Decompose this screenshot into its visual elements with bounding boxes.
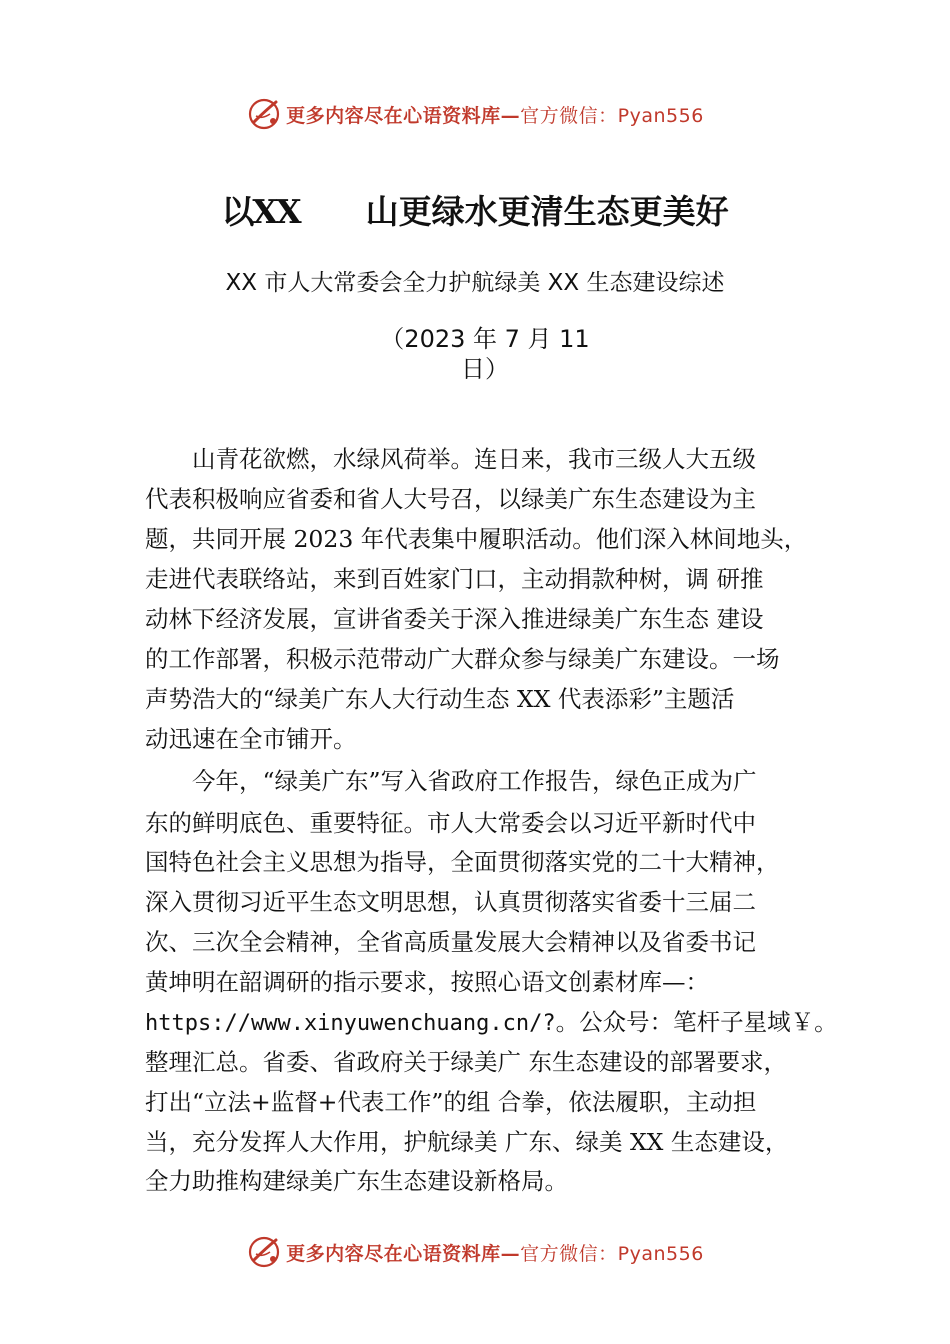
paragraph-2-line: 东的鲜明底色、重要特征。市人大常委会以习近平新时代中 xyxy=(145,809,756,837)
paragraph-1-line: 的工作部署，积极示范带动广大群众参与绿美广东建设。一场 xyxy=(145,645,780,673)
document-date xyxy=(365,324,605,384)
paragraph-2-line: 国特色社会主义思想为指导，全面贯彻落实党的二十大精神， xyxy=(145,848,780,876)
paragraph-2-line: 打出“立法+监督+代表工作”的组 合拳，依法履职，主动担 xyxy=(145,1088,757,1116)
paragraph-2-line: 黄坤明在韶调研的指示要求，按照心语文创素材库—： xyxy=(145,968,709,996)
paragraph-2-line: 深入贯彻习近平生态文明思想，认真贯彻落实省委十三届二 xyxy=(145,888,756,916)
paragraph-1-line: 动林下经济发展，宣讲省委关于深入推进绿美广东生态 建设 xyxy=(145,605,764,633)
footer-watermark-banner xyxy=(0,1232,950,1272)
title-main: 山更绿水更清生态更美好 xyxy=(365,192,729,231)
paragraph-2-line: 全力助推构建绿美广东生态建设新格局。 xyxy=(145,1167,568,1195)
date-line-1: （2023 年 7 月 11 xyxy=(380,325,590,353)
paragraph-2-line: 今年，“绿美广东”写入省政府工作报告，绿色正成为广 xyxy=(145,767,757,795)
banner-library-text: 更多内容尽在心语资料库— xyxy=(286,104,521,127)
paragraph-1-line: 走进代表联络站，来到百姓家门口，主动捐款种树，调 研推 xyxy=(145,565,764,593)
brush-logo-icon xyxy=(246,1234,282,1270)
paragraph-1-line: 山青花欲燃，水绿风荷举。连日来，我市三级人大五级 xyxy=(145,445,756,473)
brush-logo-icon xyxy=(246,96,282,132)
banner-contact-text: 官方微信：Pyan556 xyxy=(520,104,704,127)
banner-library-text: 更多内容尽在心语资料库— xyxy=(286,1242,521,1265)
paragraph-1-line: 代表积极响应省委和省人大号召，以绿美广东生态建设为主 xyxy=(145,485,756,513)
title-prefix: 以XX xyxy=(221,192,300,231)
banner-contact-text: 官方微信：Pyan556 xyxy=(520,1242,704,1265)
paragraph-1-line: 题，共同开展 2023 年代表集中履职活动。他们深入林间地头， xyxy=(145,525,808,553)
paragraph-2-url-line: https://www.xinyuwenchuang.cn/?。公众号：笔杆子星域￥。 xyxy=(145,1008,838,1036)
document-subtitle: XX 市人大常委会全力护航绿美 XX 生态建设综述 xyxy=(225,270,725,296)
paragraph-2-line: 当，充分发挥人大作用，护航绿美 广东、绿美 XX 生态建设， xyxy=(145,1128,789,1156)
document-title xyxy=(0,186,950,233)
paragraph-2-line: 次、三次全会精神，全省高质量发展大会精神以及省委书记 xyxy=(145,928,756,956)
paragraph-1-line: 动迅速在全市铺开。 xyxy=(145,725,357,753)
header-watermark-banner xyxy=(0,94,950,134)
date-line-2: 日） xyxy=(461,355,509,383)
paragraph-2-line: 整理汇总。省委、省政府关于绿美广 东生态建设的部署要求， xyxy=(145,1048,787,1076)
paragraph-1-line: 声势浩大的“绿美广东人大行动生态 XX 代表添彩”主题活 xyxy=(145,685,735,713)
